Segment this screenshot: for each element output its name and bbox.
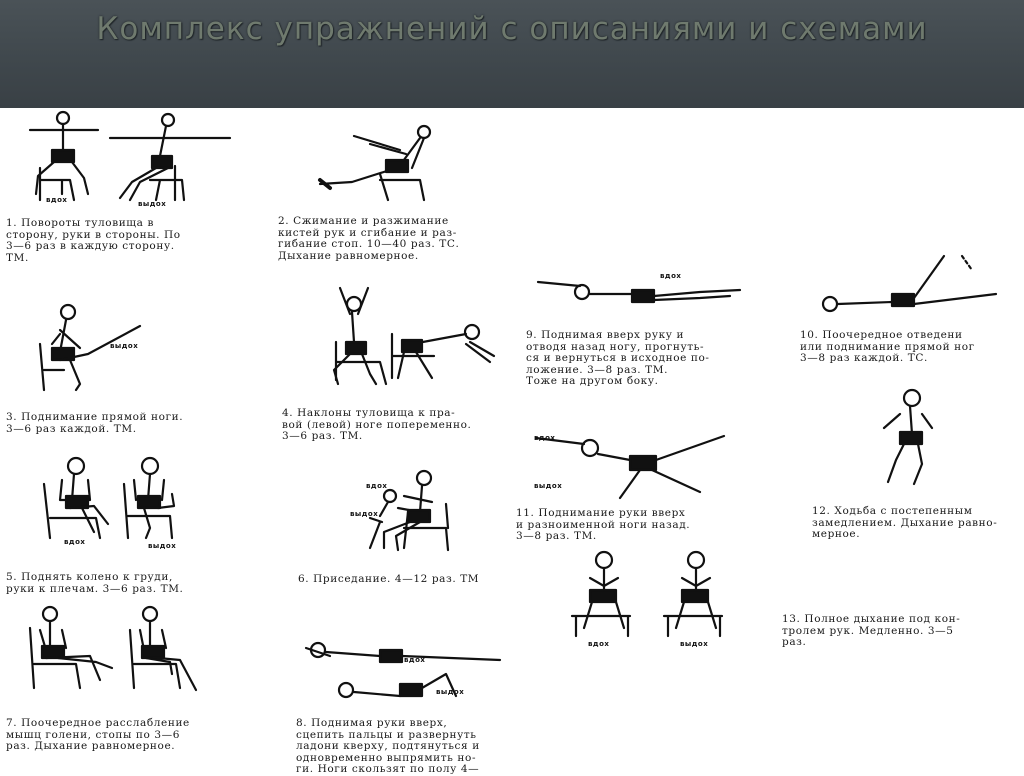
exercise-caption: 11. Поднимание руки вверх и разноименной ноги назад. 3—8 раз. ТМ. <box>516 507 691 542</box>
inhale-label: вдох <box>366 482 388 490</box>
figure-exercise-5 <box>44 458 174 538</box>
exercise-caption: 6. Приседание. 4—12 раз. ТМ <box>298 573 480 585</box>
inhale-label: вдох <box>660 272 682 280</box>
inhale-label: вдох <box>534 434 556 442</box>
exhale-label: выдох <box>680 640 709 648</box>
exercise-caption: 13. Полное дыхание под кон- тролем рук. Медленно. 3—5 раз. <box>782 613 961 648</box>
exercise-caption: 7. Поочередное расслабление мышц голени, стопы по 3—6 раз. Дыхание равномерное. <box>6 717 190 752</box>
exhale-label: выдох <box>350 510 379 518</box>
exhale-label: выдох <box>138 200 167 208</box>
exercise-caption: 9. Поднимая вверх руку и отводя назад ногу, прогнуть- ся и вернуться в исходное по- ложение. 3—8 раз. ТМ. Тоже на другом боку. <box>526 329 710 387</box>
figure-exercise-13 <box>572 552 722 636</box>
exercise-caption: 5. Поднять колено к груди, руки к плечам. 3—6 раз. ТМ. <box>6 571 184 595</box>
inhale-label: вдох <box>46 196 68 204</box>
figure-exercise-1 <box>30 112 230 200</box>
figure-exercise-11 <box>536 436 724 498</box>
exercise-caption: 8. Поднимая руки вверх, сцепить пальцы и развернуть ладони кверху, подтянуться и одновременно выпрямить но- ги. Ноги скользят по полу 4— <box>296 717 480 775</box>
exhale-label: выдох <box>436 688 465 696</box>
figure-exercise-12 <box>884 390 932 484</box>
inhale-label: вдох <box>64 538 86 546</box>
exercise-caption: 4. Наклоны туловища к пра- вой (левой) ноге попеременно. 3—6 раз. ТМ. <box>282 407 472 442</box>
title-bar <box>0 0 1024 108</box>
figure-exercise-9 <box>538 282 740 302</box>
figure-exercise-10 <box>823 256 996 311</box>
exercise-caption: 12. Ходьба с постепенным замедлением. Дыхание равно- мерное. <box>812 505 998 540</box>
exercise-caption: 1. Повороты туловища в сторону, руки в стороны. По 3—6 раз в каждую сторону. ТМ. <box>6 217 181 264</box>
figure-exercise-2 <box>320 126 430 200</box>
slide-title: Комплекс упражнений с описаниями и схемами <box>96 11 928 47</box>
inhale-label: вдох <box>588 640 610 648</box>
inhale-label: вдох <box>404 656 426 664</box>
exhale-label: выдох <box>148 542 177 550</box>
figure-exercise-7 <box>30 607 196 690</box>
exercise-caption: 10. Поочередное отведени или поднимание прямой ног 3—8 раз каждой. ТС. <box>800 329 975 364</box>
figure-exercise-8 <box>306 643 500 697</box>
exhale-label: выдох <box>534 482 563 490</box>
exercise-sheet <box>0 108 1024 775</box>
exhale-label: выдох <box>110 342 139 350</box>
figure-exercise-4 <box>334 288 494 384</box>
exercise-caption: 3. Поднимание прямой ноги. 3—6 раз каждой. ТМ. <box>6 411 184 435</box>
exercise-caption: 2. Сжимание и разжимание кистей рук и сгибание и раз- гибание стоп. 10—40 раз. ТС. Дыхание равномерное. <box>278 215 460 262</box>
